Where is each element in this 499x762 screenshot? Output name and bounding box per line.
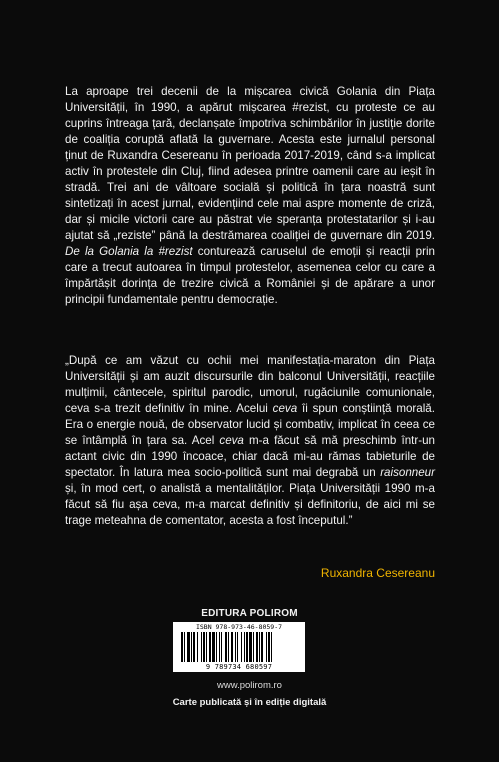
barcode-bar [216, 632, 217, 662]
barcode-bar [231, 632, 233, 662]
author-signature: Ruxandra Cesereanu [320, 566, 435, 580]
barcode-bar [197, 632, 198, 662]
barcode-bar [219, 632, 220, 662]
barcode-bar [246, 632, 248, 662]
publisher-website: www.polirom.ro [217, 680, 282, 691]
barcode-bar [225, 632, 227, 662]
quote-segment-1: „După ce am văzut cu ochii mei manifestația-maraton din Piața Universității și am auzit discursurile din balconul Universității, reacțiile mulțimii, cântecele, spiritul parodic, umorul, rugăciunile comunionale, ceva s-a trezit definitiv în mine. Acelui [65, 354, 435, 415]
blurb-paragraph [65, 84, 435, 308]
barcode-bar [201, 632, 202, 662]
barcode-bar [256, 632, 258, 662]
barcode-bar [191, 632, 192, 662]
digital-edition-note: Carte publicată și în ediție digitală [172, 697, 327, 708]
barcode-bar [266, 632, 267, 662]
quote-segment-2: îi spun conștiință morală. Era o energie nouă, de observator lucid și combativ, implicat în ceea ce se întâmplă în țara sa. Acel [65, 402, 435, 447]
book-title-italic: De la Golania la #rezist [65, 245, 193, 258]
barcode-bars [179, 632, 299, 662]
barcode-bar [244, 632, 245, 662]
barcode-bar [253, 632, 254, 662]
quote-italic-3: raisonneur [380, 466, 435, 479]
barcode-bar [259, 632, 260, 662]
barcode-bar [237, 632, 238, 662]
quote-italic-1: ceva [272, 402, 298, 415]
author-quote [65, 353, 435, 529]
barcode-bar [221, 632, 222, 662]
barcode-bar [203, 632, 205, 662]
barcode-bar [235, 632, 236, 662]
quote-segment-3: m-a făcut să mă preschimb într-un actant civic din 1990 încoace, chiar dacă mi-au rămas tabieturile de spectator. În latura mea socio-politică sunt mai degrabă un [65, 434, 435, 479]
barcode-bar [261, 632, 263, 662]
barcode-bar [181, 632, 183, 662]
barcode-bar [193, 632, 195, 662]
blurb-text-2: conturează caruselul de emoții și reacții prin care a trecut autoarea în timpul protestelor, asemenea celor cu care a împărtășit dorința de trezire civică a României și de apărare a unor principii fundamentale pentru democrație. [65, 245, 435, 306]
barcode-bar [209, 632, 211, 662]
barcode-bar [228, 632, 229, 662]
barcode-bar [187, 632, 190, 662]
blurb-text-1: La aproape trei decenii de la mișcarea civică Golania din Piața Universității, în 1990, a apărut mișcarea #rezist, cu proteste ce au cuprins întreaga țară, declanșate împotriva schimbărilor în justiție dorite de coaliția coruptă aflată la guvernare. Acesta este jurnalul personal ținut de Ruxandra Cesereanu în perioada 2017-2019, când s-a implicat activ în protestele din Cluj, fiind adesea printre oamenii care au ieșit în stradă. Trei ani de vâltoare socială și politică în țara noastră sunt sintetizați în acest jurnal, evidențiind cele mai aspre momente de criză, dar și micile victorii care au păstrat vie speranța protestatarilor și i-au ajutat să „reziste” până la destrămarea coaliției de guvernare din 2019. [65, 85, 435, 242]
quote-segment-4: și, în mod cert, o analistă a mentalităților. Piața Universității 1990 m-a făcut să fiu așa ceva, m-a marcat definitiv și definitoriu, de aici mi se trage meteahna de comentator, acesta a fost începutul.” [65, 482, 435, 527]
publisher-name: EDITURA POLIROM [201, 608, 298, 619]
barcode-bar [249, 632, 252, 662]
barcode-bar [184, 632, 185, 662]
quote-italic-2: ceva [219, 434, 244, 447]
isbn-barcode [173, 622, 305, 672]
barcode-bar [271, 632, 272, 662]
barcode-bar [212, 632, 215, 662]
barcode-bar [241, 632, 242, 662]
barcode-bar [268, 632, 270, 662]
barcode-bar [206, 632, 207, 662]
barcode-digits: 9 789734 680597 [205, 663, 273, 671]
isbn-label: ISBN 978-973-46-8059-7 [195, 623, 283, 631]
